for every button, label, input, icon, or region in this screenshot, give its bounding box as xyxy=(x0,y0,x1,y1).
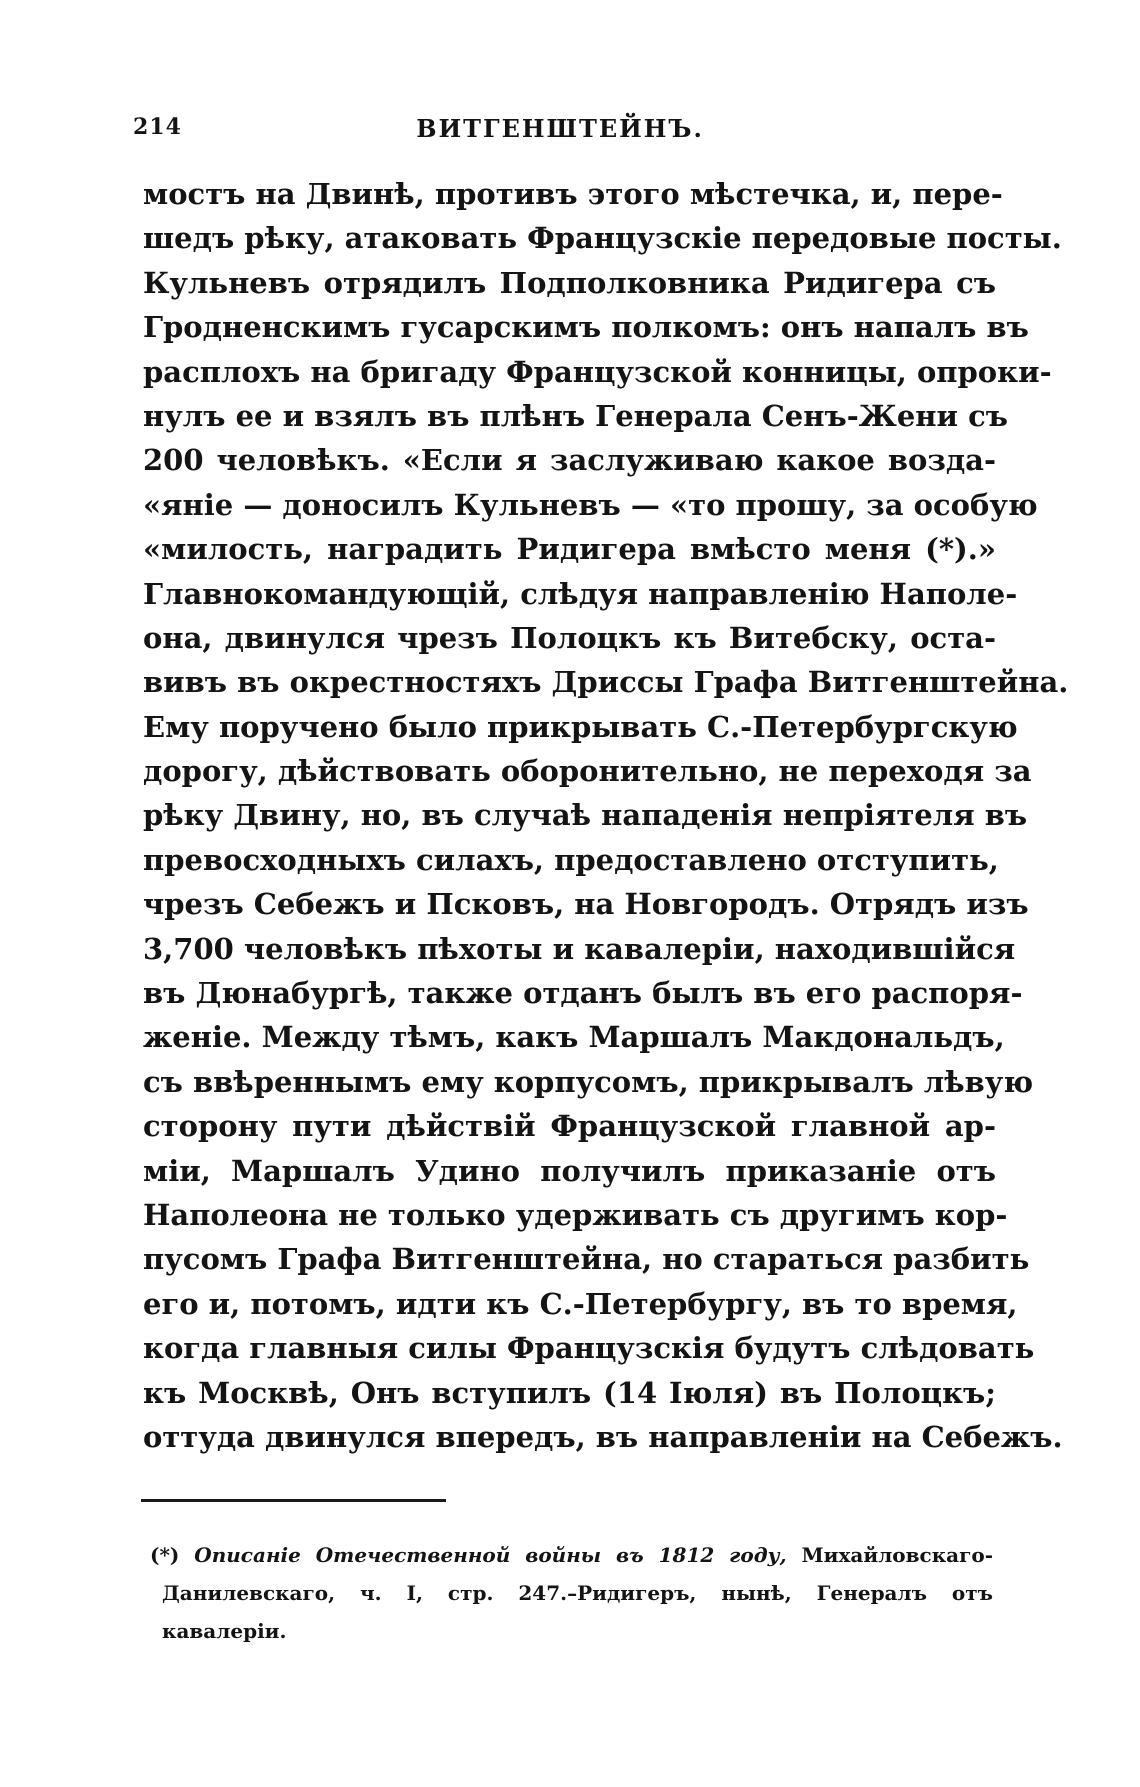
footnote-divider xyxy=(141,1499,446,1502)
text-line: міи, Маршалъ Удино получилъ приказаніе отъ xyxy=(143,1153,996,1188)
text-line: его и, потомъ, идти къ С.-Петербургу, въ то время, xyxy=(143,1286,1018,1321)
text-line: нулъ ее и взялъ въ плѣнъ Генерала Сенъ-Жени съ xyxy=(143,398,1009,433)
text-line: 200 человѣкъ. «Если я заслуживаю какое возда- xyxy=(143,443,996,478)
footnote-source-title: Описаніе Отечественной войны въ 1812 году, xyxy=(194,1543,787,1567)
text-line: съ ввѣреннымъ ему корпусомъ, прикрывалъ лѣвую xyxy=(143,1064,1034,1099)
text-line: Гродненскимъ гусарскимъ полкомъ: онъ напалъ въ xyxy=(143,310,1029,345)
text-line: чрезъ Себежъ и Псковъ, на Новгородъ. Отрядъ изъ xyxy=(143,887,1029,922)
footnote xyxy=(150,1536,993,1650)
text-line: пусомъ Графа Витгенштейна, но стараться разбить xyxy=(143,1242,1030,1277)
text-line: 3,700 человѣкъ пѣхоты и кавалеріи, находившійся xyxy=(143,931,1016,966)
footnote-line xyxy=(150,1536,993,1574)
text-line: вивъ въ окрестностяхъ Дриссы Графа Витгенштейна. xyxy=(143,665,1069,700)
text-line: Главнокомандующій, слѣдуя направленію Наполе- xyxy=(143,576,1018,611)
text-line: оттуда двинулся впередъ, въ направленіи на Себежъ. xyxy=(143,1419,1063,1454)
text-line: «яніе — доносилъ Кульневъ — «то прошу, за особую xyxy=(143,487,1038,522)
text-line: Кульневъ отрядилъ Подполковника Ридигера съ xyxy=(143,265,996,300)
footnote-marker: (*) xyxy=(150,1543,180,1567)
running-head: ВИТГЕНШТЕЙНЪ. xyxy=(416,114,704,143)
text-line: она, двинулся чрезъ Полоцкъ къ Витебску, оста- xyxy=(143,620,996,655)
footnote-line: кавалеріи. xyxy=(162,1619,287,1643)
footnote-line: Данилевскаго, ч. I, стр. 247.–Ридигеръ, нынѣ, Генералъ отъ xyxy=(162,1581,993,1605)
text-line: когда главныя силы Французскія будутъ слѣдовать xyxy=(143,1331,1035,1366)
text-line: мостъ на Двинѣ, противъ этого мѣстечка, и, пере- xyxy=(143,177,1003,211)
text-line: превосходныхъ силахъ, предоставлено отступить, xyxy=(143,842,999,877)
footnote-author: Михайловскаго- xyxy=(801,1543,994,1567)
text-line: шедъ рѣку, атаковать Французскіе передовые посты. xyxy=(143,221,1062,256)
text-line: къ Москвѣ, Онъ вступилъ (14 Іюля) въ Полоцкъ; xyxy=(143,1375,996,1410)
text-line: сторону пути дѣйствій Французской главной ар- xyxy=(143,1109,996,1144)
text-line: женіе. Между тѣмъ, какъ Маршалъ Макдональдъ, xyxy=(143,1020,1005,1055)
text-line: Ему поручено было прикрывать С.-Петербургскую xyxy=(143,709,1018,744)
text-line: расплохъ на бригаду Французской конницы, опроки- xyxy=(143,354,1052,389)
text-line: рѣку Двину, но, въ случаѣ нападенія непріятеля въ xyxy=(143,798,1028,833)
body-text xyxy=(143,172,1069,1459)
text-line: дорогу, дѣйствовать оборонительно, не переходя за xyxy=(143,754,1032,789)
text-line: въ Дюнабургѣ, также отданъ былъ въ его распоря- xyxy=(143,976,1023,1011)
page-number: 214 xyxy=(133,114,182,140)
text-line: Наполеона не только удерживать съ другимъ кор- xyxy=(143,1197,1008,1232)
text-line: «милость, наградить Ридигера вмѣсто меня (*).» xyxy=(143,532,996,567)
